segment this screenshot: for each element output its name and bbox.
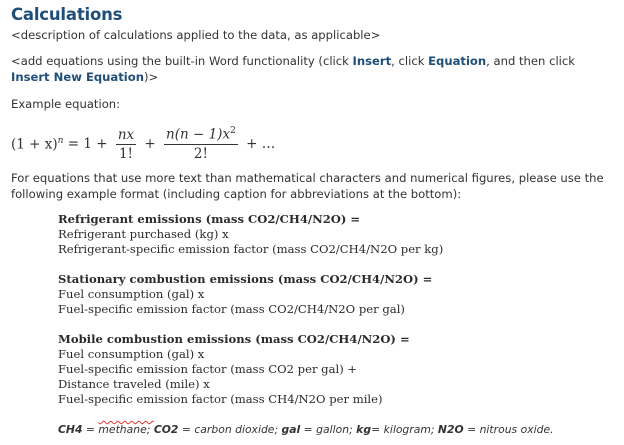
equation-equals: = 1 + <box>63 136 112 152</box>
instructions-prefix: <add equations using the built-in Word functionality (click <box>11 54 353 68</box>
equation-tail: + … <box>241 136 276 152</box>
block-line: Fuel consumption (gal) x <box>58 287 205 301</box>
abbr-ch4: CH4 <box>58 423 83 436</box>
equation-plus: + <box>140 136 161 152</box>
spellcheck-word[interactable]: methane; <box>98 423 154 436</box>
block-line: Refrigerant-specific emission factor (mass CO2/CH4/N2O per kg) <box>58 242 444 256</box>
example-label: Example equation: <box>11 97 121 111</box>
insert-menu-reference: Insert <box>352 54 392 68</box>
refrigerant-equation-block <box>58 212 443 257</box>
abbr-n2o: N2O <box>437 423 464 436</box>
block-line: Fuel consumption (gal) x <box>58 347 205 361</box>
insert-new-equation-reference: Insert New Equation <box>11 70 144 84</box>
format-note: For equations that use more text than mathematical characters and numerical figures, please use the following example format (including caption for abbreviations at the bottom): <box>11 171 604 201</box>
block-title: Stationary combustion emissions (mass CO2/CH4/N2O) = <box>58 272 433 286</box>
description-placeholder: <description of calculations applied to the data, as applicable> <box>11 28 381 42</box>
abbr-co2: CO2 <box>153 423 179 436</box>
equation-lhs: $(1 + x)^n$ <box>11 135 64 153</box>
instructions-paragraph <box>11 53 615 85</box>
block-line: Fuel-specific emission factor (mass CO2/CH4/N2O per gal) <box>58 302 405 316</box>
instructions-mid2: , and then click <box>486 54 575 68</box>
block-line: Distance traveled (mile) x <box>58 377 210 391</box>
abbr-kg: kg <box>356 423 372 436</box>
section-heading: Calculations <box>11 5 123 24</box>
example-equation <box>11 124 275 164</box>
block-title: Mobile combustion emissions (mass CO2/CH4/N2O) = <box>58 332 410 346</box>
instructions-mid1: , click <box>391 54 429 68</box>
equation-fraction-1: $\frac{nx}{1!}$ <box>117 126 135 162</box>
abbreviations-caption: CH4 = methane; CO2 = carbon dioxide; gal = gallon; kg= kilogram; N2O = nitrous oxide. <box>58 423 554 436</box>
equation-menu-reference: Equation <box>428 54 487 68</box>
block-line: Refrigerant purchased (kg) x <box>58 227 229 241</box>
equation-fraction-2: $\frac{n(n - 1)x^2}{2!}$ <box>166 126 236 162</box>
block-line: Fuel-specific emission factor (mass CH4/N2O per mile) <box>58 392 383 406</box>
abbr-gal: gal <box>281 423 301 436</box>
instructions-suffix: )> <box>143 70 159 84</box>
block-title: Refrigerant emissions (mass CO2/CH4/N2O) = <box>58 212 361 226</box>
mobile-combustion-equation-block <box>58 332 410 407</box>
block-line: Fuel-specific emission factor (mass CO2 per gal) + <box>58 362 358 376</box>
stationary-combustion-equation-block <box>58 272 432 317</box>
